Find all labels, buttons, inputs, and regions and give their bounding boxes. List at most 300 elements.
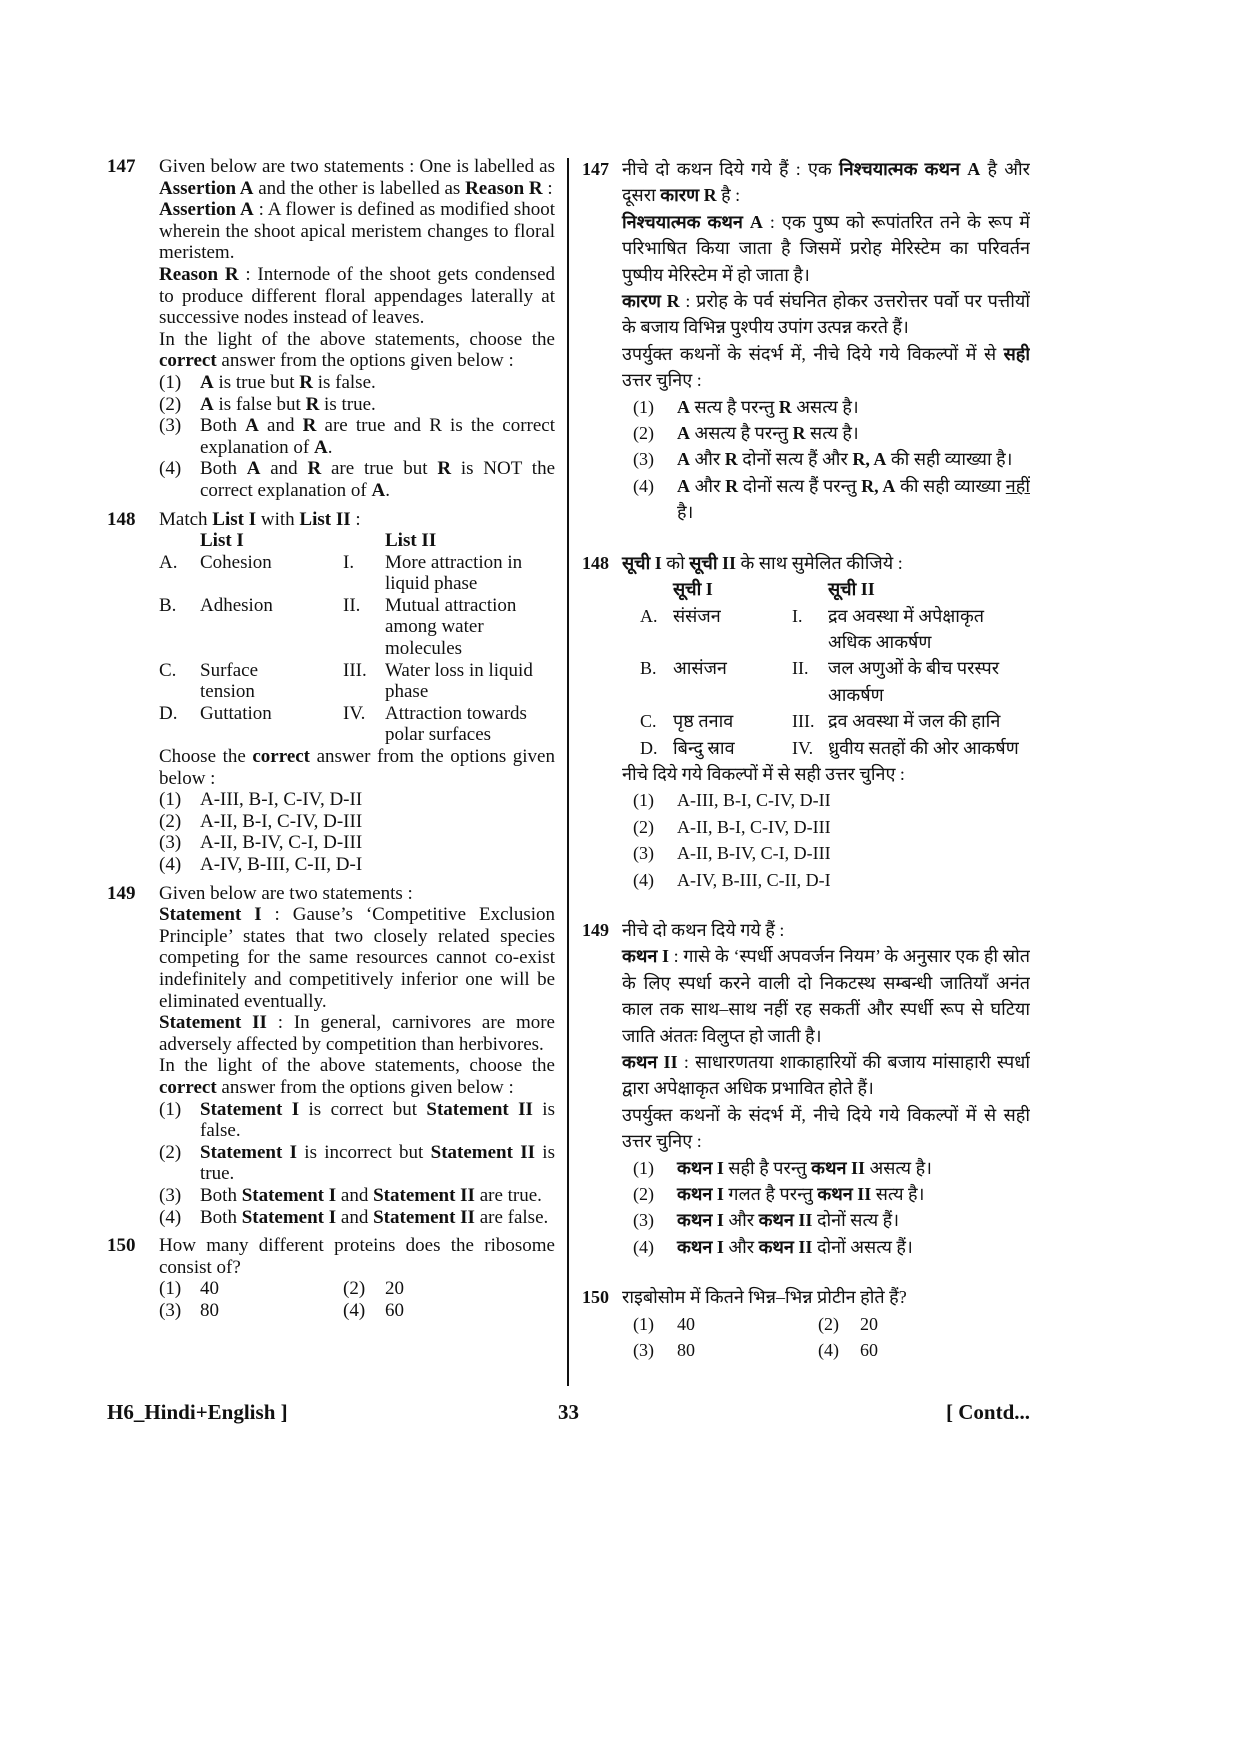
option-text [200,458,555,501]
answer-option [159,854,555,876]
option-number: (3) [633,1340,654,1361]
option-number: (3) [159,1184,182,1206]
bold-text-run: Statement II [430,1141,536,1163]
english-column [107,156,555,1392]
list-i-key: C. [159,659,177,681]
paragraph [159,156,555,199]
question-number: 147 [107,156,136,177]
answer-option [159,1207,555,1229]
bold-text-run: R [725,475,739,496]
option-number: (4) [159,458,182,480]
bold-text-run: कथन I [622,946,669,967]
answer-option [159,811,555,833]
option-number: (3) [159,1299,182,1321]
bold-text-run: R [305,393,320,415]
question-body [622,156,1030,526]
list-i-key: D. [640,737,658,758]
paragraph [622,761,1030,787]
paragraph [622,1102,1030,1155]
bold-text-run: Reason R [465,177,543,199]
list-i-key: D. [159,702,178,724]
option-number: (3) [159,415,182,437]
paragraph [159,883,555,905]
text-run: . [385,479,390,501]
answer-option [633,473,1030,526]
question-number: 148 [582,552,609,573]
text-run: In the light of the above statements, choose the [159,328,555,350]
text-run: नीचे दिये गये विकल्पों में से सही उत्तर चुनिए : [622,763,905,784]
answer-option [633,814,1030,840]
option-text [677,787,1030,813]
text-run: and [336,1184,374,1206]
list-ii-key: II. [792,658,809,679]
bold-text-run: निश्चयात्मक कथन A [622,211,763,232]
option-number: (1) [633,790,654,811]
option-number: (3) [633,449,654,470]
question-body [622,1284,1030,1363]
bold-text-run: Assertion A [159,199,254,221]
text-run: राइबोसोम में कितने भिन्न–भिन्न प्रोटीन होते हैं? [622,1287,907,1308]
option-number: (2) [633,816,654,837]
match-row [159,552,555,595]
bold-text-run: Statement II [373,1184,475,1206]
bold-text-run: correct [159,350,217,372]
list-ii-item: द्रव अवस्था में जल की हानि [828,711,1001,732]
bold-text-run: Statement I [241,1206,337,1228]
answer-option [633,1234,1030,1260]
paragraph [159,199,555,264]
text-run: Both [200,415,246,437]
text-run: A-II, B-IV, C-I, D-III [200,832,363,854]
bold-text-run: R, A [861,475,896,496]
text-run: is false. [312,371,376,393]
text-run: : प्ररोह के पर्व संघनित होकर उत्तरोत्तर पर्वो पर पत्तीयों के बजाय विभिन्न पुश्पीय उपांग उत्पन्न करते हैं। [622,291,1030,338]
option-number: (2) [818,1313,839,1334]
question-number: 147 [582,159,609,179]
paragraph [159,904,555,1012]
question-150-hindi [582,1284,1030,1363]
option-text [677,473,1030,526]
bold-text-run: Reason R [159,263,239,285]
list-i-key: C. [640,711,657,732]
bold-text-run: A [677,423,690,444]
text-run: असत्य है। [791,396,859,417]
option-text [200,1185,555,1207]
question-149-english [107,883,555,1229]
option-number: (3) [159,832,182,854]
question-number: 149 [107,882,136,904]
option-number: (2) [159,393,182,415]
option-number: (1) [159,371,182,393]
text-run: A-IV, B-III, C-II, D-I [200,854,363,875]
option-number: (2) [159,1141,182,1163]
bold-text-run: R [792,423,806,444]
match-row [159,595,555,660]
question-147-english [107,156,555,502]
list-i-key: B. [640,658,657,679]
bold-text-run: कथन II [811,1157,865,1178]
text-run: A-II, B-I, C-IV, D-III [677,816,831,837]
answer-option [159,1142,555,1185]
text-run: सत्य है परन्तु [690,396,779,417]
option-value: 60 [860,1340,878,1361]
text-run: is false. [200,1098,555,1142]
paragraph [159,264,555,329]
text-run: How many different proteins does the ribosome consist of? [159,1235,555,1278]
option-text [677,840,1030,866]
answer-option [633,1155,1030,1181]
answer-option [159,1185,555,1207]
option-value: 20 [385,1278,404,1300]
list-i-heading: List I [200,530,244,552]
option-number: (4) [159,1206,182,1228]
paragraph [622,1284,1030,1310]
text-run: A-III, B-I, C-IV, D-II [200,789,363,811]
list-i-item: Surface tension [200,659,259,703]
question-147-hindi [582,156,1030,526]
text-run: सत्य है। [871,1184,925,1205]
question-body [159,1235,555,1321]
text-run: and [336,1206,374,1228]
text-run: : A flower is defined as modified shoot wherein the shoot apical meristem changes to floral meristem. [159,199,555,264]
text-run: नीचे दो कथन दिये गये हैं : एक [622,159,839,179]
text-run: are false. [474,1206,549,1228]
text-run: Both [200,458,247,480]
option-number: (3) [633,843,654,864]
option-text [200,1207,555,1229]
option-text [200,1142,555,1185]
bold-text-run: correct [252,746,311,768]
match-row [640,708,1030,734]
bold-text-run: A [200,393,214,415]
list-ii-item: Mutual attraction among water molecules [385,594,517,660]
answer-option [633,840,1030,866]
match-header-row [159,530,555,552]
option-text [200,854,555,876]
text-run: is false but [213,393,306,415]
option-number: (4) [633,869,654,890]
bold-text-run: A [246,458,261,480]
text-run: : Internode of the shoot gets condensed to produce different floral appendages laterally at successive nodes instead of leaves. [159,263,555,329]
option-text [677,420,1030,446]
text-run: Choose the [159,746,253,768]
option-text [200,415,555,458]
text-run: की सही व्याख्या [895,475,1006,496]
text-run: Both [200,1206,242,1228]
text-run: is incorrect but [297,1141,431,1163]
bold-text-run: A [677,449,690,470]
text-run: : [542,177,553,199]
option-number: (2) [633,1184,654,1205]
bold-text-run: correct [159,1076,217,1098]
option-value: 80 [677,1340,695,1361]
answer-option [159,458,555,501]
list-ii-item: Water loss in liquid phase [385,659,533,703]
question-number: 150 [107,1235,136,1257]
answer-option [633,1207,1030,1233]
text-run: दोनों असत्य हैं। [812,1236,913,1257]
continued-label: [ Contd... [945,1400,1030,1424]
paragraph [622,341,1030,394]
list-ii-key: I. [792,605,803,626]
text-run: : Gause’s ‘Competitive Exclusion Principle’ states that two closely related species competing for the same resources cannot co-exist indefinitely and competitively inferior one will be eliminated eventually. [159,904,555,1012]
list-ii-key: III. [343,659,367,681]
answer-option [633,420,1030,446]
option-number: (1) [633,396,654,417]
bold-text-run: कथन I [677,1157,724,1178]
text-run: A-II, B-IV, C-I, D-III [677,843,831,864]
bold-text-run: Statement I [241,1184,337,1206]
list-ii-item: जल अणुओं के बीच परस्पर आकर्षण [828,658,1000,705]
text-run: है। [677,502,694,523]
text-run: A-II, B-I, C-IV, D-III [200,810,363,832]
option-text [200,1099,555,1142]
text-run: : गासे के ‘स्पर्धी अपवर्जन नियम’ के अनुसार एक ही स्रोत के लिए स्पर्धा करने वाली दो निकटस्थ सम्बन्धी जातियाँ अनंत काल तक साथ–साथ नहीं रह सकतीं और स्पर्धी रूप से घटिया जाति अंततः विलुप्त हो जाती है। [622,946,1030,1046]
paragraph [159,329,555,372]
option-text [677,867,1030,893]
bold-text-run: सूची II [689,552,737,573]
bold-text-run: A [677,396,690,417]
list-ii-key: II. [343,594,361,616]
paragraph [159,1012,555,1055]
text-run: is NOT the correct explanation of [200,458,555,501]
list-ii-key: IV. [792,737,814,758]
list-ii-item: Attraction towards polar surfaces [385,702,527,746]
paragraph [622,1049,1030,1102]
option-text [677,1155,1030,1181]
answer-option [633,394,1030,420]
option-number: (1) [633,1157,654,1178]
paragraph [622,550,1030,576]
question-150-english [107,1235,555,1321]
text-run: दोनों सत्य हैं और [737,449,853,470]
paragraph [159,509,555,531]
option-value: 80 [200,1299,219,1321]
text-run: उत्तर चुनिए : [622,370,702,391]
text-run: है : [716,185,741,206]
option-number: (4) [159,854,182,875]
hindi-column [582,156,1030,1392]
option-number: (4) [343,1299,366,1321]
bold-text-run: A [313,436,328,458]
text-run: and [258,415,303,437]
text-run: उपर्युक्त कथनों के संदर्भ में, नीचे दिये गये विकल्पों में से [622,343,1004,364]
bold-text-run: R [299,371,313,393]
bold-text-run: A [245,415,259,437]
text-run: answer from the options given below : [159,746,555,789]
bold-text-run: A [371,479,386,501]
question-body [159,883,555,1229]
text-run: answer from the options given below : [216,350,514,372]
option-text [677,446,1030,472]
list-i-item: आसंजन [673,658,727,679]
list-i-key: B. [159,594,177,616]
option-text [200,372,555,394]
question-body [622,550,1030,893]
option-text [200,789,555,811]
option-value: 60 [385,1299,404,1321]
list-ii-item: द्रव अवस्था में अपेक्षाकृत अधिक आकर्षण [828,605,985,652]
list-ii-heading: List II [385,530,437,552]
text-run: Both [200,1184,242,1206]
bold-text-run: A [677,475,690,496]
text-run: is correct but [299,1098,427,1120]
text-run: उपर्युक्त कथनों के संदर्भ में, नीचे दिये गये विकल्पों में से सही उत्तर चुनिए : [622,1104,1030,1152]
option-text [677,1181,1030,1207]
option-number: (4) [633,1236,654,1257]
page-number: 33 [558,1400,579,1424]
option-number: (2) [343,1278,366,1300]
option-number: (4) [818,1340,839,1361]
list-ii-key: III. [792,711,815,732]
answer-option [633,1181,1030,1207]
column-divider [567,158,569,1386]
match-row [640,655,1030,708]
paragraph [159,746,555,789]
text-run: सत्य है। [805,423,859,444]
text-run: is true. [200,1141,555,1185]
paragraph [622,156,1030,209]
answer-option [633,867,1030,893]
bold-text-run: Statement I [159,904,262,926]
option-number: (1) [633,1313,654,1334]
question-body [159,156,555,502]
bold-text-run: R [437,458,452,480]
list-ii-item: More attraction in liquid phase [385,551,523,595]
option-value: 40 [200,1278,219,1300]
bold-text-run: कारण R [622,291,680,312]
text-run: are true and R is the correct explanation of [200,415,555,458]
bold-text-run: List I [212,508,257,530]
bold-text-run: Statement II [426,1098,533,1120]
text-run: is true but [213,371,300,393]
bold-text-run: कथन II [817,1184,872,1205]
text-run: : एक पुष्प को रूपांतरित तने के रूप में परिभाषित किया जाता है जिसमें प्ररोह मेरिस्टेम का परिवर्तन पुष्पीय मेरिस्टेम में हो जाता है। [622,211,1030,285]
text-run: सही है परन्तु [723,1157,812,1178]
question-148-english [107,509,555,876]
paragraph [622,917,1030,943]
question-148-hindi [582,550,1030,893]
answer-option [159,1099,555,1142]
option-text [677,394,1030,420]
list-i-heading: सूची I [673,579,713,600]
option-grid [633,1311,1030,1364]
option-number: (1) [159,1278,182,1300]
option-number: (1) [159,1098,182,1120]
text-run: : साधारणतया शाकाहारियों की बजाय मांसाहारी स्पर्धा द्वारा अपेक्षाकृत अधिक प्रभावित होते हैं। [622,1052,1030,1099]
text-run: are true. [474,1184,542,1206]
match-row [159,660,555,703]
option-number: (4) [633,475,654,496]
text-run: A-III, B-I, C-IV, D-II [677,790,831,811]
underlined-text-run: नहीं [1005,475,1030,496]
option-text [200,832,555,854]
list-ii-key: I. [343,551,355,573]
list-i-item: Adhesion [200,594,273,616]
list-i-item: पृष्ठ तनाव [673,711,734,732]
text-run: दोनों सत्य हैं परन्तु [738,475,862,496]
list-ii-item: ध्रुवीय सतहों की ओर आकर्षण [828,737,1019,758]
match-row [159,703,555,746]
text-run: और [690,449,725,470]
text-run: Given below are two statements : One is labelled as [159,156,555,177]
match-row [640,603,1030,656]
paragraph [622,943,1030,1049]
answer-option [159,394,555,416]
text-run: और [723,1210,759,1231]
list-ii-heading: सूची II [828,579,875,600]
bold-text-run: कारण R [660,185,717,206]
text-run: की सही व्याख्या है। [886,449,1013,470]
list-i-item: संसंजन [673,605,721,626]
text-run: A-IV, B-III, C-II, D-I [677,869,831,890]
answer-option [633,787,1030,813]
option-number: (2) [159,810,182,832]
text-run: गलत है परन्तु [723,1184,818,1205]
text-run: नीचे दो कथन दिये गये हैं : [622,919,785,940]
bold-text-run: कथन II [758,1210,813,1231]
bold-text-run: कथन II [758,1236,813,1257]
text-run: है और दूसरा [622,159,1030,206]
text-run: . [327,436,333,458]
question-number: 150 [582,1287,609,1308]
answer-option [633,446,1030,472]
text-run: : In general, carnivores are more adversely affected by competition than herbivores. [159,1012,555,1055]
answer-option [159,789,555,811]
text-run: and [260,458,308,480]
text-run: answer from the options given below : [216,1076,514,1098]
bold-text-run: Statement II [159,1012,267,1034]
answer-option [159,372,555,394]
option-text [677,1207,1030,1233]
option-number: (3) [633,1210,654,1231]
text-run: are true but [321,458,438,480]
paragraph [159,1235,555,1278]
list-i-item: Cohesion [200,551,272,573]
option-text [200,811,555,833]
text-run: Match [159,508,213,530]
bold-text-run: Statement II [373,1206,475,1228]
match-table [640,576,1030,761]
bold-text-run: R [302,415,317,437]
text-run: और [723,1236,759,1257]
question-149-hindi [582,917,1030,1260]
bold-text-run: R [778,396,792,417]
question-number: 149 [582,919,609,940]
text-run: और [690,475,726,496]
list-i-key: A. [159,551,178,573]
page-footer [107,1398,1030,1426]
bold-text-run: निश्चयात्मक कथन A [838,159,981,179]
text-run: and the other is labelled as [253,177,466,199]
option-number: (1) [159,789,182,811]
bold-text-run: कथन II [622,1052,678,1072]
bold-text-run: R [724,449,738,470]
bold-text-run: Statement I [200,1141,297,1163]
bold-text-run: A [200,371,214,393]
match-header-row [640,576,1030,602]
paper-code: H6_Hindi+English ] [107,1400,288,1424]
bold-text-run: List II [299,508,351,530]
text-run: with [256,508,300,530]
bold-text-run: कथन I [677,1210,724,1231]
bold-text-run: Assertion A [159,177,254,199]
bold-text-run: R [307,458,322,480]
bold-text-run: Statement I [200,1098,300,1120]
bold-text-run: सही [1003,343,1030,364]
text-run: दोनों सत्य हैं। [812,1210,900,1231]
question-number: 148 [107,508,136,530]
